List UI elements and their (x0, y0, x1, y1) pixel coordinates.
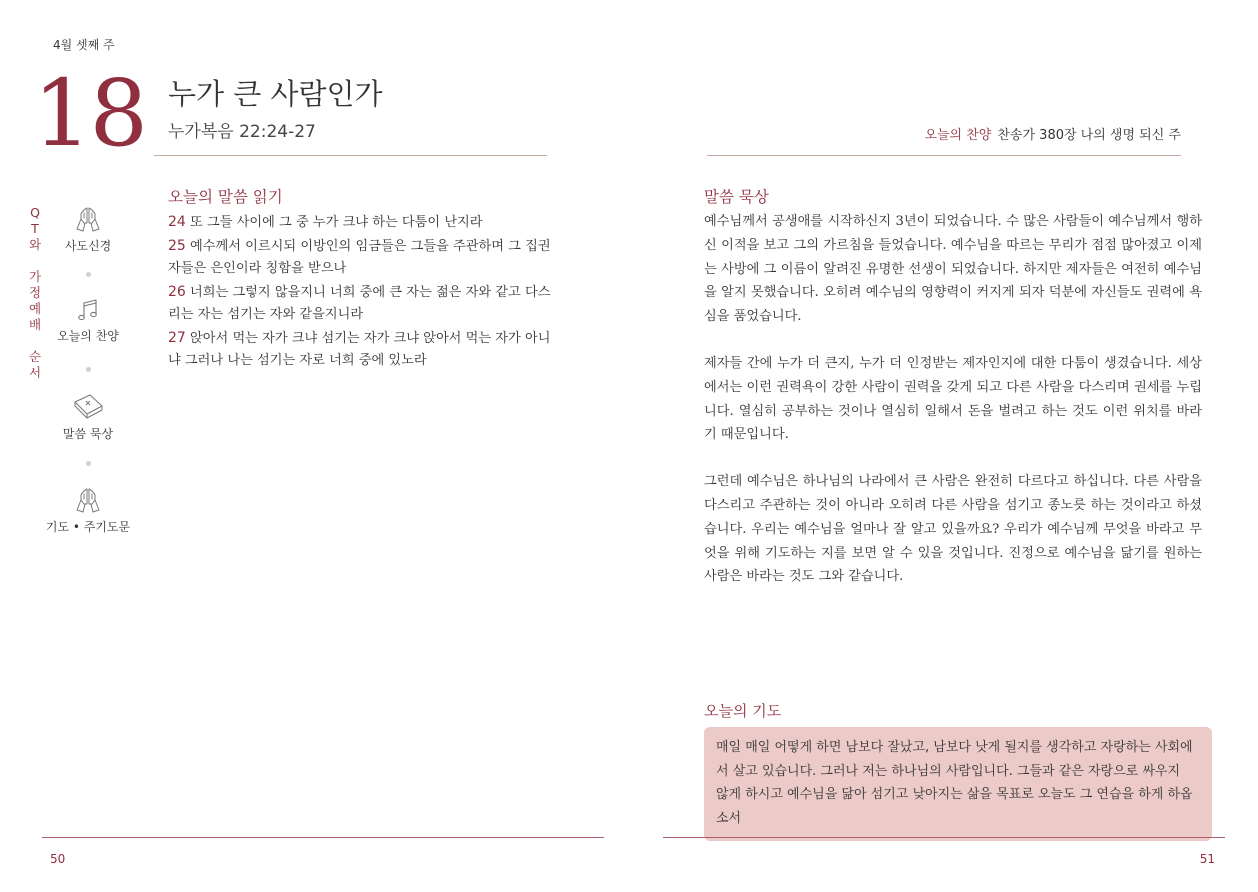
praying-hands-icon (73, 486, 103, 514)
meditation-paragraph: 그런데 예수님은 하나님의 나라에서 큰 사람은 완전히 다르다고 하십니다. 다른 사람을 다스리고 주관하는 것이 아니라 오히려 다른 사람을 섬기고 종노릇 하는 것이라고 하셨습니다. 우리는 예수님을 얼마나 잘 알고 있을까요? 우리가 예수님께 무엇을 바라고 무엇을 위해 기도하는 지를 보면 알 수 있을 것입니다. 진정으로 예수님을 닮기를 원하는 사람은 바라는 것도 그와 같습니다. (704, 474, 1202, 585)
reading-heading: 오늘의 말씀 읽기 (168, 188, 283, 206)
prayer-heading: 오늘의 기도 (704, 702, 782, 720)
step-label: 말씀 묵상 (62, 427, 114, 441)
hymn-label: 오늘의 찬양 (924, 128, 992, 143)
music-note-icon (75, 297, 101, 323)
verse-text: 너희는 그렇지 않을지니 너희 중에 큰 자는 젊은 자와 같고 다스리는 자는 섬기는 자와 같을지니라 (168, 284, 551, 322)
vertical-title-char (27, 253, 43, 269)
step-prayer (33, 486, 143, 535)
todays-hymn (924, 124, 1181, 143)
vertical-title-char: Q (30, 205, 40, 220)
page-title: 누가 큰 사람인가 (168, 77, 383, 111)
verse-text: 예수께서 이르시되 이방인의 임금들은 그들을 주관하며 그 집권자들은 은인이라 칭함을 받으나 (168, 238, 551, 276)
meditation-body (704, 210, 1202, 612)
header-divider-left (154, 155, 547, 156)
step-todays-hymn (33, 297, 143, 344)
praying-hands-icon (73, 205, 103, 233)
verse (168, 327, 560, 373)
verse (168, 281, 560, 327)
day-number: 18 (33, 60, 147, 167)
vertical-title-char: 와 (28, 237, 42, 252)
verse-number: 27 (168, 329, 186, 346)
page-number-left: 50 (50, 852, 66, 866)
step-word-meditation (33, 391, 143, 442)
week-label: 4월 셋째 주 (53, 38, 115, 52)
step-separator-dot (86, 461, 91, 466)
hymn-title: 찬송가 380장 나의 생명 되신 주 (997, 128, 1181, 143)
footer-divider-right (663, 837, 1225, 838)
verse-number: 26 (168, 283, 186, 300)
vertical-title-char: 정 (28, 285, 42, 300)
scripture-reference: 누가복음 22:24-27 (168, 122, 316, 142)
scripture-reading (168, 211, 560, 373)
step-label: 기도 • 주기도문 (45, 520, 131, 534)
vertical-title-char: 가 (28, 269, 42, 284)
prayer-box: 매일 매일 어떻게 하면 남보다 잘났고, 남보다 낫게 될지를 생각하고 자랑하는 사회에서 살고 있습니다. 그러나 저는 하나님의 사람입니다. 그들과 같은 자랑으로 싸우지 않게 하시고 예수님을 닮아 섬기고 낮아지는 삶을 목표로 오늘도 그 연습을 하게 하옵소서 (704, 727, 1212, 841)
vertical-title-char: 순 (28, 349, 42, 364)
vertical-title-char: 서 (28, 365, 42, 380)
vertical-title-char: 예 (28, 301, 42, 316)
meditation-heading: 말씀 묵상 (704, 188, 769, 206)
page-number-right: 51 (1199, 852, 1215, 866)
verse-text: 또 그들 사이에 그 중 누가 크냐 하는 다툼이 난지라 (190, 215, 483, 230)
meditation-paragraph: 예수님께서 공생애를 시작하신지 3년이 되었습니다. 수 많은 사람들이 예수님께서 행하신 이적을 보고 그의 가르침을 들었습니다. 예수님을 따르는 무리가 점점 많아졌고 이제는 사방에 그 이름이 알려진 유명한 선생이 되었습니다. 하지만 제자들은 여전히 예수님을 알지 못했습니다. 오히려 예수님의 영향력이 커지게 되자 덕분에 자신들도 권력에 욕심을 품었습니다. (704, 214, 1202, 325)
vertical-title-char: 배 (28, 317, 42, 332)
verse (168, 235, 560, 281)
bible-icon (72, 391, 104, 421)
step-separator-dot (86, 272, 91, 277)
verse-text: 앉아서 먹는 자가 크냐 섬기는 자가 크냐 앉아서 먹는 자가 아니냐 그러나 나는 섬기는 자로 너희 중에 있노라 (168, 330, 551, 368)
vertical-title-char: T (31, 221, 39, 236)
step-apostles-creed (33, 205, 143, 254)
step-label: 사도신경 (64, 239, 112, 253)
step-separator-dot (86, 367, 91, 372)
verse-number: 25 (168, 237, 186, 254)
verse (168, 211, 560, 235)
footer-divider-left (42, 837, 604, 838)
verse-number: 24 (168, 214, 186, 230)
step-label: 오늘의 찬양 (57, 329, 119, 343)
header-divider-right (707, 155, 1181, 156)
meditation-paragraph: 제자들 간에 누가 더 큰지, 누가 더 인정받는 제자인지에 대한 다툼이 생겼습니다. 세상에서는 이런 권력욕이 강한 사람이 권력을 갖게 되고 다른 사람을 다스리며 권세를 누립니다. 열심히 공부하는 것이나 열심히 일해서 돈을 벌려고 하는 것도 이런 위치를 바라기 때문입니다. (704, 355, 1202, 443)
